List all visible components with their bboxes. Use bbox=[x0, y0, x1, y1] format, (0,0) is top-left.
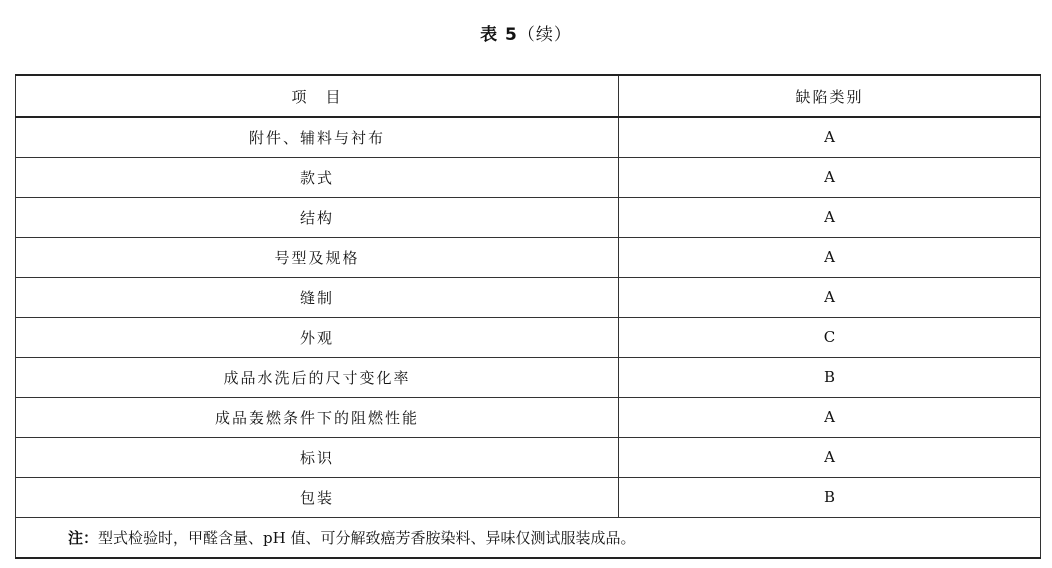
category-cell: A bbox=[619, 437, 1041, 477]
category-cell: A bbox=[619, 237, 1041, 277]
table-caption bbox=[0, 20, 1052, 45]
category-cell: A bbox=[619, 117, 1041, 157]
item-cell: 号型及规格 bbox=[16, 237, 619, 277]
note-text: 型式检验时，甲醛含量、pH 值、可分解致癌芳香胺染料、异味仅测试服装成品。 bbox=[98, 528, 636, 547]
table-row bbox=[16, 397, 1041, 437]
category-cell: B bbox=[619, 477, 1041, 517]
table-number: 表 5 bbox=[480, 25, 518, 45]
item-cell: 外观 bbox=[16, 317, 619, 357]
category-cell: A bbox=[619, 277, 1041, 317]
category-cell: B bbox=[619, 357, 1041, 397]
defect-category-table bbox=[15, 74, 1041, 559]
table-row bbox=[16, 197, 1041, 237]
table-row bbox=[16, 437, 1041, 477]
item-cell: 结构 bbox=[16, 197, 619, 237]
table-header-row bbox=[16, 75, 1041, 117]
table-note-row bbox=[16, 517, 1041, 558]
item-cell: 成品轰燃条件下的阻燃性能 bbox=[16, 397, 619, 437]
note-label: 注： bbox=[68, 528, 99, 547]
category-cell: A bbox=[619, 157, 1041, 197]
table-row bbox=[16, 237, 1041, 277]
item-cell: 缝制 bbox=[16, 277, 619, 317]
item-cell: 标识 bbox=[16, 437, 619, 477]
category-cell: A bbox=[619, 397, 1041, 437]
category-cell: C bbox=[619, 317, 1041, 357]
item-cell: 成品水洗后的尺寸变化率 bbox=[16, 357, 619, 397]
table-row bbox=[16, 357, 1041, 397]
item-cell: 款式 bbox=[16, 157, 619, 197]
table-note bbox=[16, 517, 1041, 558]
table-row bbox=[16, 477, 1041, 517]
table-row bbox=[16, 277, 1041, 317]
table-row bbox=[16, 317, 1041, 357]
table-row bbox=[16, 157, 1041, 197]
category-cell: A bbox=[619, 197, 1041, 237]
item-cell: 附件、辅料与衬布 bbox=[16, 117, 619, 157]
header-defect-category: 缺陷类别 bbox=[619, 75, 1041, 117]
header-item: 项 目 bbox=[16, 75, 619, 117]
table-row bbox=[16, 117, 1041, 157]
table-continued-label: （续） bbox=[517, 25, 572, 45]
item-cell: 包装 bbox=[16, 477, 619, 517]
